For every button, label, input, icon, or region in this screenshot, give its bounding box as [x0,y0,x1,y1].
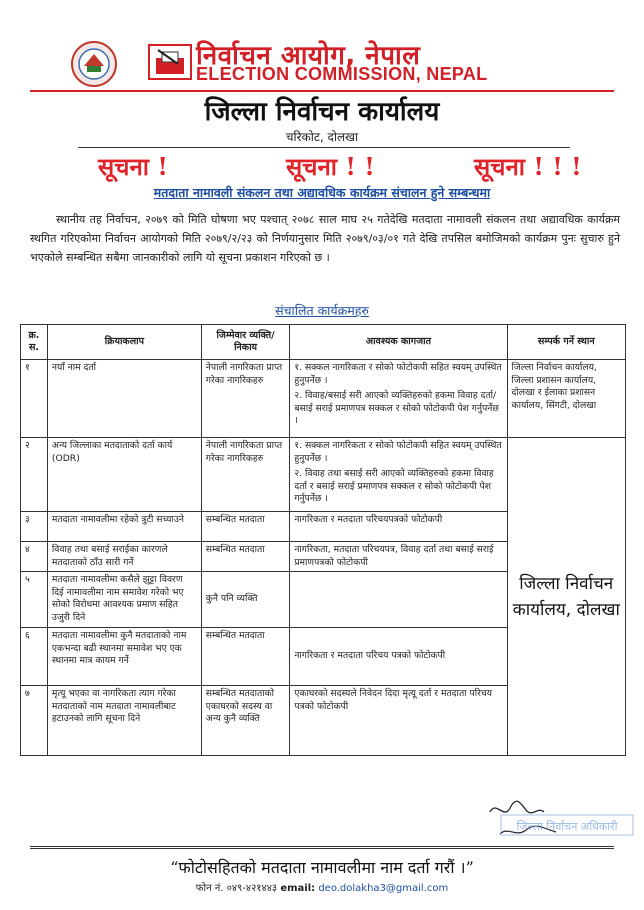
cell-activity: विवाह तथा बसाई सराईका कारणले मतदाताको ठाँउ सारी गर्ने [47,542,201,572]
cell-sn: २ [21,438,48,512]
cell-sn: १ [21,360,48,438]
cell-activity: अन्य जिल्लाका मतदाताको दर्ता कार्य (ODR) [47,438,201,512]
cell-sn: ४ [21,542,48,572]
official-stamp [500,812,634,838]
cell-activity: मतदाता नामावलीमा कसैले झुट्टा विवरण दिई नामावलीमा नाम समावेश गरेको भए सोको विरोधमा आवश्यक प्रमाण सहित उजुरी दिने [47,572,201,628]
cell-documents: एकाघरको सदस्यले निवेदन दिदा मृत्यू दर्ता र मतदाता परिचय पत्रको फोटोकपी [290,686,507,756]
commission-title-english: ELECTION COMMISSION, NEPAL [196,64,488,84]
notice-body: स्थानीय तह निर्वाचन, २०७९ को मिति घोषणा भए पश्चात् २०७८ साल माघ २५ गतेदेखि मतदाता नामावली संकलन तथा अद्यावधिक कार्यक्रम स्थगित गरिएकोमा निर्वाचन आयोगको मिति २०७९/२/२३ को निर्णयानुसार मिति २०७९/०३/०१ गते देखि तपसिल बमोजिमको कार्यक्रम पुनः सुचारु हुने भएकोले सम्बन्धित सबैमा जानकारीको लागि यो सूचना प्रकाशन गरिएको छ । [30,213,620,264]
cell-documents: नागरिकता र मतदाता परिचय पत्रको फोटोकपी [290,628,507,686]
col-header-activity: क्रियाकलाप [47,325,201,360]
cell-activity: मतदाता नामावलीमा कुनै मतदाताको नाम एकभन्दा बढी स्थानमा समावेश भए एक स्थानमा मात्र कायम गर्ने [47,628,201,686]
notice-subject: मतदाता नामावली संकलन तथा अद्यावधिक कार्यक्रम संचालन हुने सम्बन्धमा [153,185,491,200]
footer-divider [30,846,614,849]
notice-heading-2: सूचना ! ! [286,152,375,181]
location-divider [78,147,570,148]
cell-sn: ७ [21,686,48,756]
commission-title-nepali: निर्वाचन आयोग, नेपाल [196,41,421,71]
election-commission-logo-icon [148,44,192,80]
cell-sn: ३ [21,512,48,542]
programs-title: संचालित कार्यक्रमहरु [275,303,369,318]
footer-email-label: email: [280,883,316,894]
cell-responsible: नेपाली नागरिकता प्राप्त गरेका नागरिकहरु [201,438,290,512]
cell-documents [290,360,507,438]
col-header-sn: क्र. स. [21,325,48,360]
doc-item: १. सक्कल नागरिकता र सोको फोटोकपी सहित स्वयम् उपस्थित हुनुपर्नेछ । [294,362,502,386]
merged-contact-cell: जिल्ला निर्वाचन कार्यालय, दोलखा [507,438,625,756]
doc-item: २. विवाह/बसाई सरी आएको व्यक्तिहरुको हकमा विवाह दर्ता/बसाई सराई प्रमाणपत्र सक्कल र सोको फोटोकपी पेश गर्नुपर्नेछ । [294,390,499,426]
nepal-emblem-icon [68,40,120,88]
cell-contact: जिल्ला निर्वाचन कार्यालय, जिल्ला प्रशासन कार्यालय, दोलखा र ईलाका प्रशासन कार्यालय, सिंगटी, दोलखा [507,360,625,438]
programs-table [20,324,626,756]
cell-sn: ६ [21,628,48,686]
cell-documents: नागरिकता र मतदाता परिचयपत्रको फोटोकपी [290,512,507,542]
footer-phone: फोन नं. ०४९-४२१४४३ [195,883,278,894]
doc-item: १. सक्कल नागरिकता र सोको फोटोकपी सहित स्वयम् उपस्थित हुनुपर्नेछ । [294,440,502,464]
cell-activity: मतदाता नामावलीमा रहेको त्रुटी सच्याउने [47,512,201,542]
footer-contact [0,880,644,894]
office-location: चरिकोट, दोलखा [285,130,359,144]
footer-email-link[interactable]: deo.dolakha3@gmail.com [318,883,449,894]
cell-documents [290,438,507,512]
table-row [21,438,626,512]
doc-item: २. विवाह तथा बसाई सरी आएको व्यक्तिहरुको हकमा विवाह दर्ता र बसाई सराई प्रमाणपत्र सक्कल र सोको फोटोकपी पेश गर्नुपर्नेछ । [294,468,494,504]
cell-responsible: नेपाली नागरिकता प्राप्त गरेका नागरिकहरु [201,360,290,438]
cell-responsible: सम्बन्धित मतदाताको एकाघरको सदस्य वा अन्य कुनै व्यक्ति [201,686,290,756]
cell-responsible: कुनै पनि व्यक्ति [201,572,290,628]
office-title: जिल्ला निर्वाचन कार्यालय [204,97,440,127]
notice-heading-1: सूचना ! [98,152,168,181]
cell-responsible: सम्बन्धित मतदाता [201,512,290,542]
cell-responsible: सम्बन्धित मतदाता [201,542,290,572]
col-header-documents: आवश्यक कागजात [290,325,507,360]
notice-heading-3: सूचना ! ! ! [474,152,582,181]
cell-documents [290,572,507,628]
cell-responsible: सम्बन्धित मतदाता [201,628,290,686]
cell-sn: ५ [21,572,48,628]
footer-slogan: “फोटोसहितको मतदाता नामावलीमा नाम दर्ता गरौं ।” [170,858,474,877]
table-row [21,360,626,438]
col-header-contact: सम्पर्क गर्ने स्थान [507,325,625,360]
col-header-responsible: जिम्मेवार व्यक्ति/निकाय [201,325,290,360]
table-header-row [21,325,626,360]
cell-activity: नयाँ नाम दर्ता [47,360,201,438]
cell-activity: मृत्यू भएका वा नागरिकता त्याग गरेका मतदाताको नाम मतदाता नामावलीबाट हटाउनको लागि सूचना दिने [47,686,201,756]
svg-text:जिल्ला निर्वाचन अधिकारी: जिल्ला निर्वाचन अधिकारी [516,820,618,833]
cell-documents: नागरिकता, मतदाता परिचयपत्र, विवाह दर्ता तथा बसाई सराई प्रमाणपत्रको फोटोकपी [290,542,507,572]
